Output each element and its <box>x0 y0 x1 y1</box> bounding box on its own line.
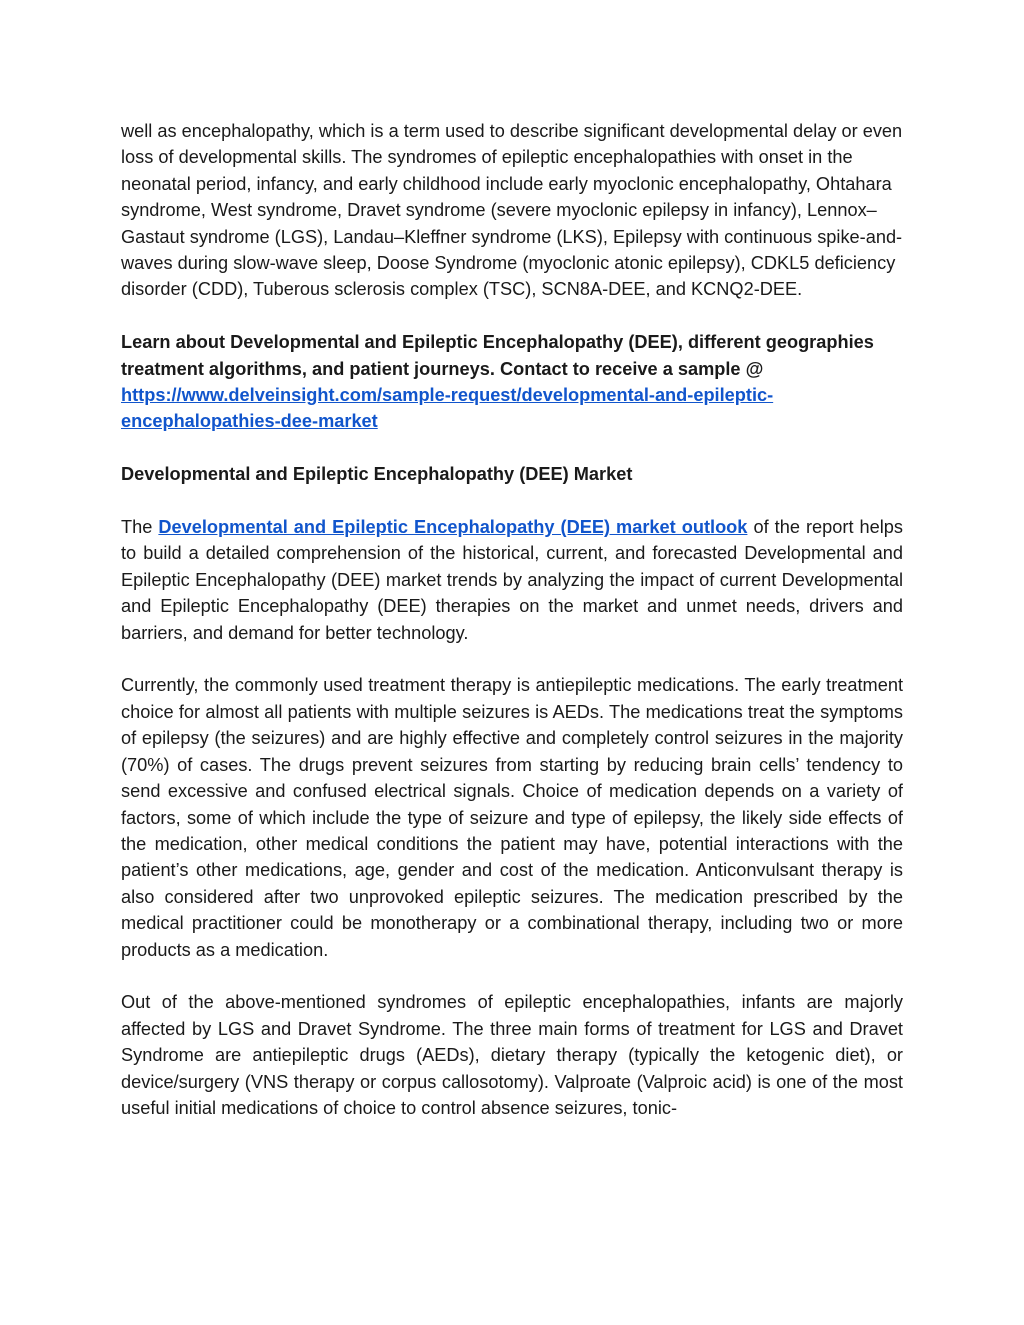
sample-request-callout <box>121 329 903 435</box>
outlook-suffix: of the report helps to build a detailed comprehension of the historical, current, and forecasted Developmental and Epileptic Encephalopathy (DEE) market trends by analyzing the impact of current Developmental and Epileptic Encephalopathy (DEE) therapies on the market and unmet needs, drivers and barriers, and demand for better technology. <box>121 517 904 643</box>
outlook-prefix: The <box>121 517 159 538</box>
sample-request-link[interactable]: https://www.delveinsight.com/sample-request/developmental-and-epileptic-encephalopathies-dee-market <box>121 385 774 432</box>
section-heading: Developmental and Epileptic Encephalopathy (DEE) Market <box>121 464 633 485</box>
market-outlook-link[interactable]: Developmental and Epileptic Encephalopathy (DEE) market outlook <box>158 517 748 538</box>
callout-text: Learn about Developmental and Epileptic Encephalopathy (DEE), different geographies treatment algorithms, and patient journeys. Contact to receive a sample @ <box>121 332 874 379</box>
intro-paragraph: well as encephalopathy, which is a term used to describe significant developmental delay or even loss of developmental skills. The syndromes of epileptic encephalopathies with onset in the neonatal period, infancy, and early childhood include early myoclonic encephalopathy, Ohtahara syndrome, West syndrome, Dravet syndrome (severe myoclonic epilepsy in infancy), Lennox–Gastaut syndrome (LGS), Landau–Kleffner syndrome (LKS), Epilepsy with continuous spike-and-waves during slow-wave sleep, Doose Syndrome (myoclonic atonic epilepsy), CDKL5 deficiency disorder (CDD), Tuberous sclerosis complex (TSC), SCN8A-DEE, and KCNQ2-DEE. <box>121 121 903 300</box>
market-outlook-paragraph <box>121 514 903 646</box>
document-page <box>121 118 903 1148</box>
treatment-paragraph: Currently, the commonly used treatment therapy is antiepileptic medications. The early treatment choice for almost all patients with multiple seizures is AEDs. The medications treat the symptoms of epilepsy (the seizures) and are highly effective and completely control seizures in the majority (70%) of cases. The drugs prevent seizures from starting by reducing brain cells’ tendency to send excessive and confused electrical signals. Choice of medication depends on a variety of factors, some of which include the type of seizure and type of epilepsy, the likely side effects of the medication, other medical conditions the patient may have, potential interactions with the patient’s other medications, age, gender and cost of the medication. Anticonvulsant therapy is also considered after two unprovoked epileptic seizures. The medication prescribed by the medical practitioner could be monotherapy or a combinational therapy, including two or more products as a medication. <box>121 675 903 960</box>
syndromes-treatment-paragraph: Out of the above-mentioned syndromes of epileptic encephalopathies, infants are majorly affected by LGS and Dravet Syndrome. The three main forms of treatment for LGS and Dravet Syndrome are antiepileptic drugs (AEDs), dietary therapy (typically the ketogenic diet), or device/surgery (VNS therapy or corpus callosotomy). Valproate (Valproic acid) is one of the most useful initial medications of choice to control absence seizures, tonic- <box>121 992 903 1118</box>
